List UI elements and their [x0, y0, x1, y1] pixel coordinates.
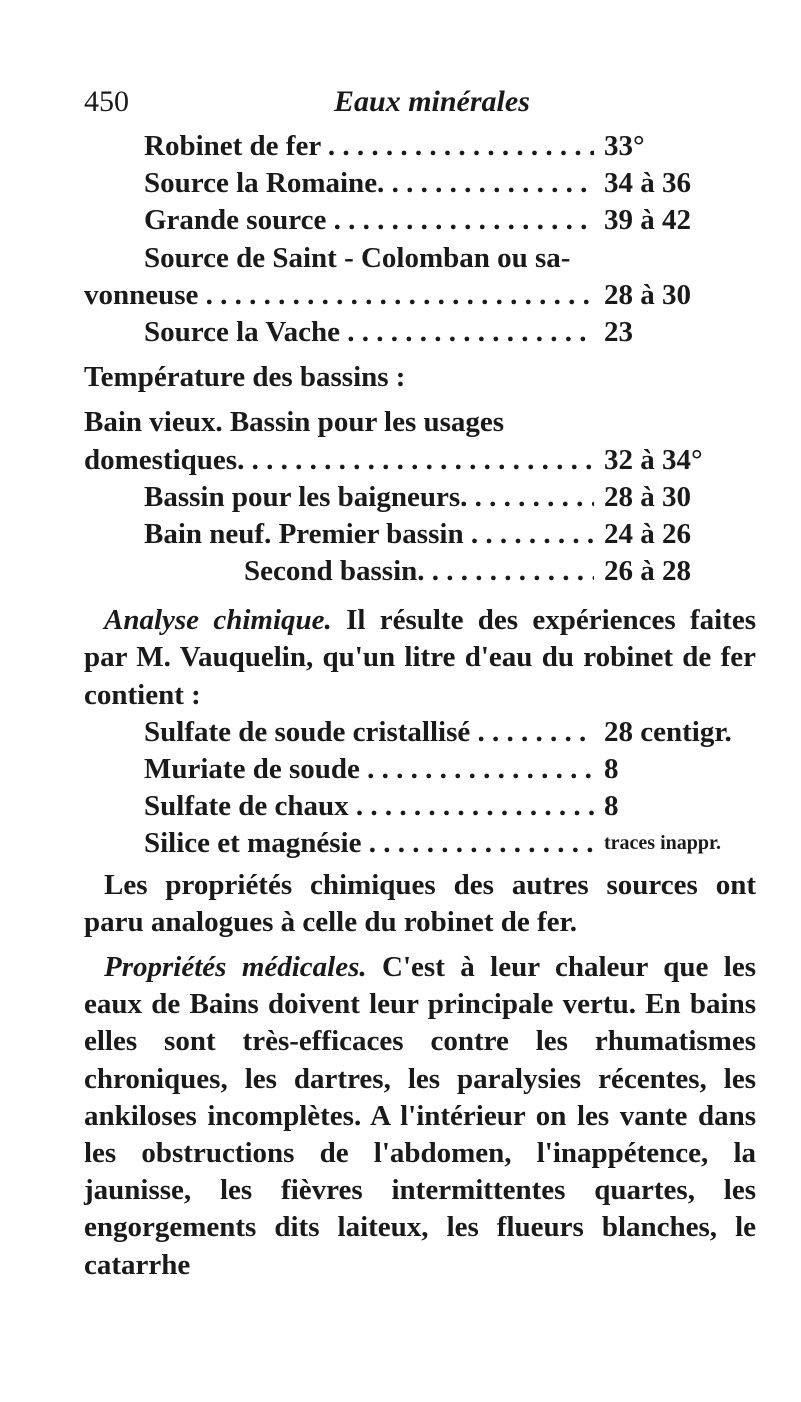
proprietes-medicales-title: Propriétés médicales.	[104, 951, 367, 984]
analyse-title: Analyse chimique.	[104, 604, 332, 637]
running-title: Eaux minérales	[334, 85, 530, 118]
bassins-heading: Température des bassins :	[84, 361, 406, 394]
proprietes-medicales-paragraph	[84, 949, 756, 1284]
composition-value: 8	[604, 753, 619, 786]
page-header	[84, 82, 724, 122]
domestiques-label: domestiques. . . .	[84, 442, 594, 479]
composition-row	[144, 788, 756, 825]
bassin-temperature: 28 à 30	[604, 480, 691, 513]
page-body	[84, 128, 756, 1284]
source-row	[144, 128, 756, 165]
vonneuse-row	[84, 277, 756, 314]
proprietes-medicales-text: C'est à leur chaleur que les eaux de Bains doivent leur principale vertu. En bains elles sont très-efficaces contre les rhumatismes chroniques, les dartres, les paralysies récentes, les ankiloses incomplètes. A l'intérieur on les vante dans les obstructions de l'abdomen, l'inappétence, la jaunisse, les fièvres intermittentes quartes, les engorgements dits laiteux, les flueurs blanches, le catarrhe	[84, 951, 756, 1281]
page-number: 450	[84, 85, 129, 118]
composition-value: 8	[604, 790, 619, 823]
second-bassin-row	[244, 553, 756, 590]
composition-row	[144, 751, 756, 788]
bain-vieux-line	[84, 404, 756, 441]
vonneuse-temperature: 28 à 30	[604, 278, 691, 311]
source-label: Robinet de fer . . .	[144, 128, 594, 165]
composition-value: traces inappr.	[604, 832, 722, 855]
analyse-text: Il résulte des expériences faites par M. Vauquelin, qu'un litre d'eau du robinet de fer contient :	[84, 604, 756, 711]
bassin-temperature: 24 à 26	[604, 517, 691, 550]
source-temperature: 39 à 42	[604, 204, 691, 237]
analyse-paragraph	[84, 602, 756, 714]
proprietes-chimiques-paragraph: Les propriétés chimiques des autres sources ont paru analogues à celle du robinet de fer.	[84, 868, 756, 938]
source-row	[144, 165, 756, 202]
domestiques-temperature: 32 à 34°	[604, 443, 703, 476]
source-label: Source la Romaine. . . .	[144, 165, 594, 202]
composition-label: Sulfate de chaux . . .	[144, 788, 594, 825]
bassin-row	[144, 516, 756, 553]
composition-label: Sulfate de soude cristallisé . . .	[144, 714, 594, 751]
bassin-label: Bain neuf. Premier bassin . . .	[144, 516, 594, 553]
bain-vieux-text: Bain vieux. Bassin pour les usages	[84, 406, 505, 439]
saint-colomban-line	[144, 240, 756, 277]
second-bassin-label: Second bassin. . . .	[244, 553, 594, 590]
source-temperature: 33°	[604, 130, 645, 162]
source-temperature: 34 à 36	[604, 167, 691, 200]
composition-row	[144, 825, 756, 862]
source-label: Grande source . . .	[144, 202, 594, 239]
vonneuse-label: vonneuse . . .	[84, 277, 594, 314]
bassin-label: Bassin pour les baigneurs. . . .	[144, 479, 594, 516]
composition-label: Silice et magnésie . . .	[144, 825, 594, 862]
domestiques-row	[84, 442, 756, 479]
composition-label: Muriate de soude . . .	[144, 751, 594, 788]
composition-value: 28 centigr.	[604, 715, 732, 748]
second-bassin-temperature: 26 à 28	[604, 555, 691, 588]
bassin-row	[144, 479, 756, 516]
source-vache-label: Source la Vache . . .	[144, 314, 594, 351]
saint-colomban-text: Source de Saint - Colomban ou sa-	[144, 241, 571, 274]
composition-row	[144, 714, 756, 751]
source-row	[144, 202, 756, 239]
source-vache-temperature: 23	[604, 315, 633, 348]
source-vache-row	[144, 314, 756, 351]
